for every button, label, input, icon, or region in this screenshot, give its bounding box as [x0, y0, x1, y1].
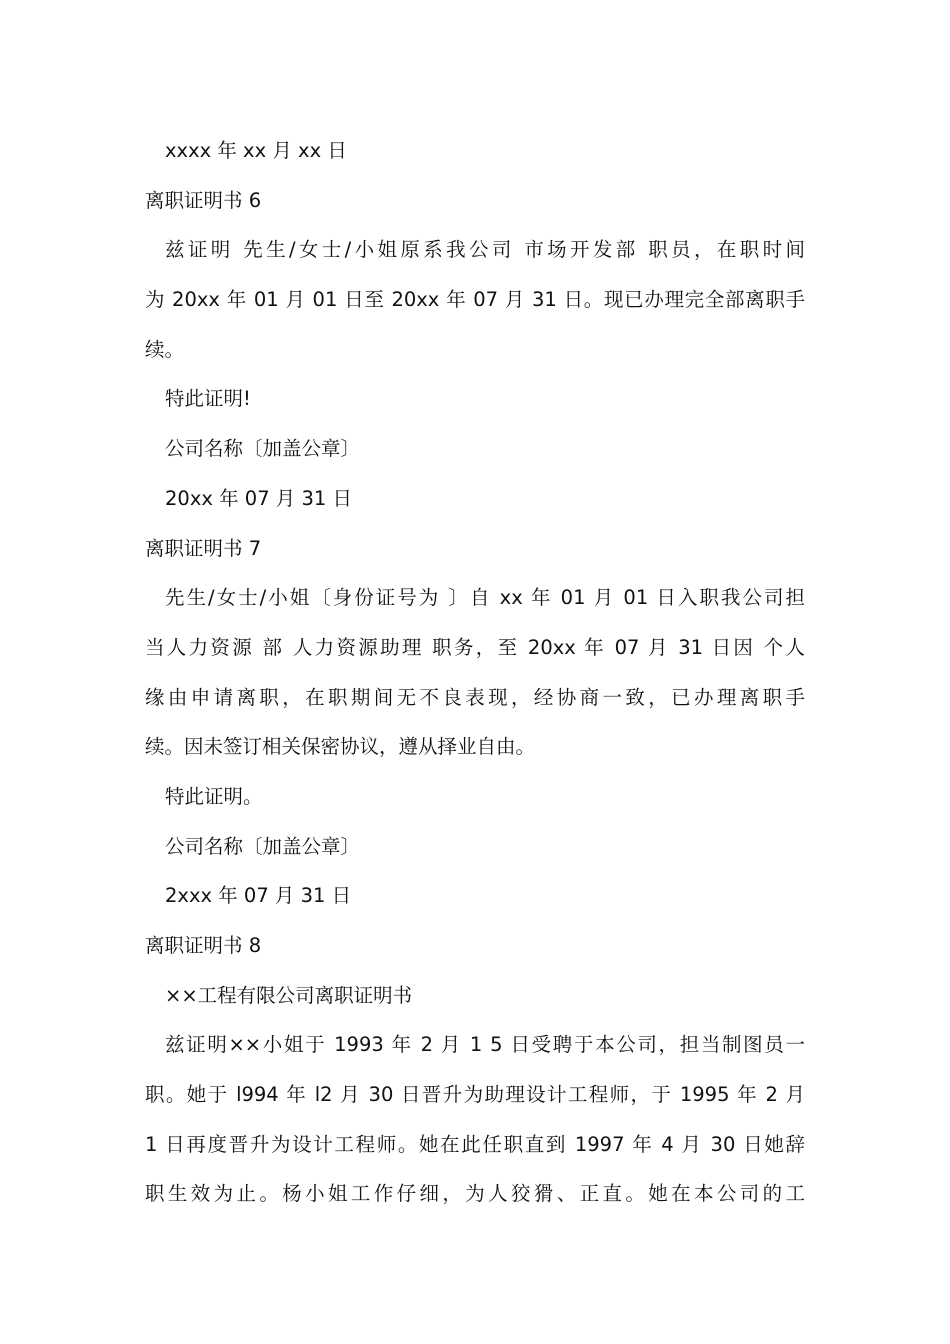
paragraph-line: 为 20xx 年 01 月 01 日至 20xx 年 07 月 31 日。现已办理完全部离职手 [145, 288, 805, 312]
certificate-title: ××工程有限公司离职证明书 [165, 983, 413, 1007]
paragraph-line: 兹证明××小姐于 1993 年 2 月 1 5 日受聘于本公司，担当制图员一 [165, 1033, 805, 1057]
closing-line: 特此证明! [165, 387, 251, 411]
company-seal-line: 公司名称〔加盖公章〕 [165, 834, 361, 858]
paragraph-line: 职生效为止。杨小姐工作仔细，为人狡猾、正直。她在本公司的工 [145, 1182, 805, 1206]
section-heading-8: 离职证明书 8 [145, 934, 262, 957]
section-heading-7: 离职证明书 7 [145, 536, 262, 560]
paragraph-line: 续。因未签订相关保密协议，遵从择业自由。 [145, 735, 536, 759]
paragraph-line: 当人力资源 部 人力资源助理 职务，至 20xx 年 07 月 31 日因 个人 [145, 635, 805, 659]
section-heading-6: 离职证明书 6 [145, 188, 262, 212]
date-line: 20xx 年 07 月 31 日 [165, 486, 353, 510]
paragraph-line: 续。 [145, 337, 185, 361]
closing-line: 特此证明。 [165, 784, 263, 808]
date-line: xxxx 年 xx 月 xx 日 [165, 139, 347, 162]
date-line: 2xxx 年 07 月 31 日 [165, 884, 352, 908]
company-seal-line: 公司名称〔加盖公章〕 [165, 437, 361, 461]
paragraph-line: 1 日再度晋升为设计工程师。她在此任职直到 1997 年 4 月 30 日她辞 [145, 1132, 805, 1156]
paragraph-line: 缘由申请离职，在职期间无不良表现，经协商一致，已办理离职手 [145, 685, 805, 709]
paragraph-line: 职。她于 l994 年 l2 月 30 日晋升为助理设计工程师，于 1995 年 2 月 [145, 1083, 805, 1107]
paragraph-line: 先生/女士/小姐〔身份证号为 〕自 xx 年 01 月 01 日入职我公司担 [165, 586, 805, 610]
paragraph-line: 兹证明 先生/女士/小姐原系我公司 市场开发部 职员，在职时间 [165, 238, 805, 262]
document-body [145, 126, 805, 1219]
